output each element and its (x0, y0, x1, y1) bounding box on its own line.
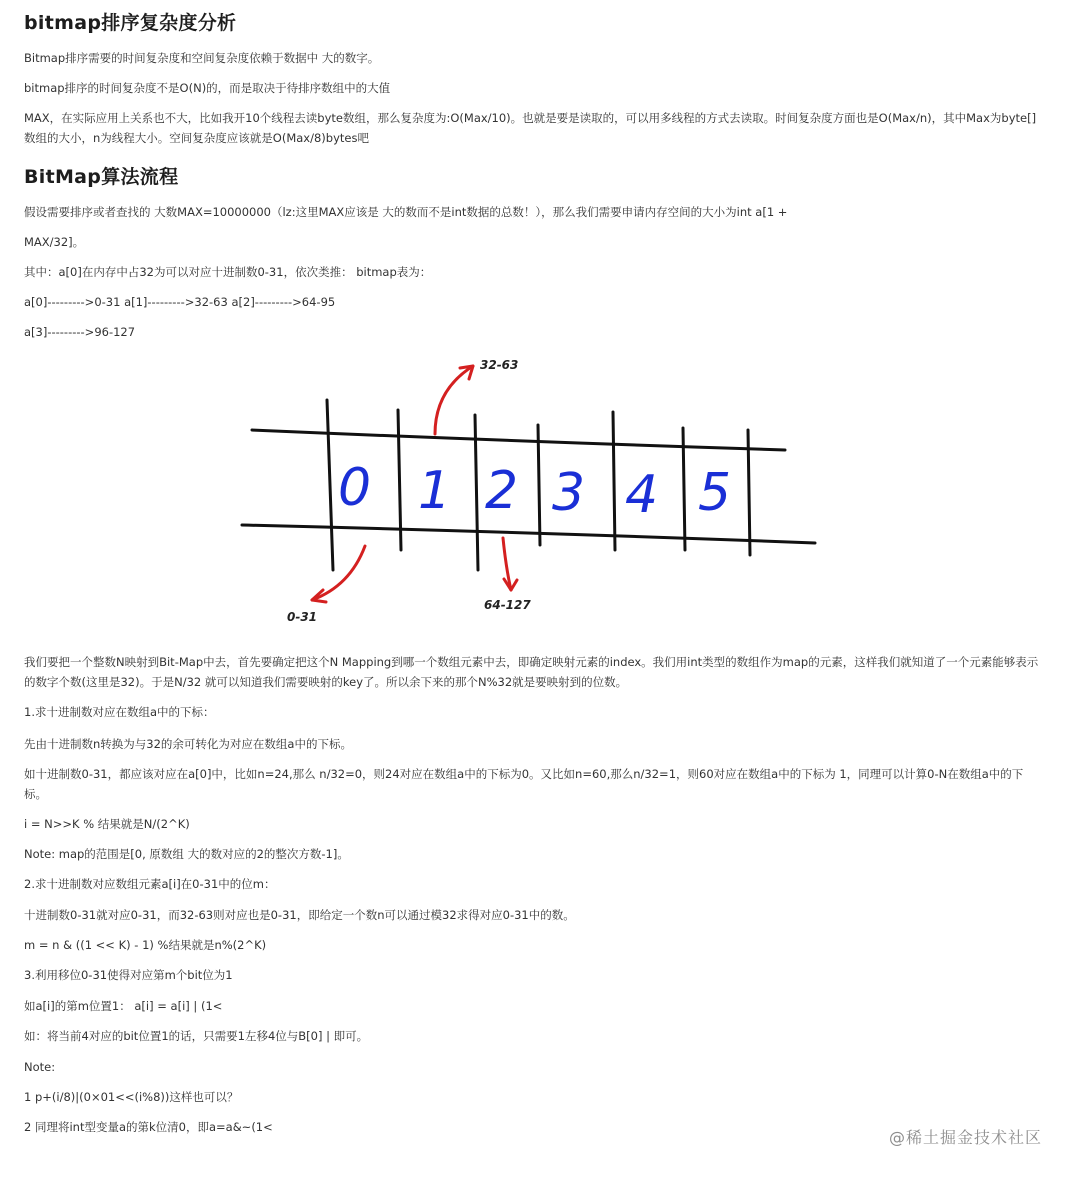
cell-digit-1: 1 (418, 461, 452, 521)
label-32-63: 32-63 (480, 358, 519, 372)
step-heading: 1.求十进制数对应在数组a中的下标： (24, 705, 215, 719)
paragraph: MAX，在实际应用上关系也不大，比如我开10个线程去读byte数组，那么复杂度为:O(Max/10)。也就是要是读取的，可以用多线程的方式去读取。时间复杂度方面也是O(Max/n)，其中Max为byte[]数组的大小，n为线程大小。空间复杂度应该就是O(Max/8)bytes吧 (24, 111, 1037, 145)
label-0-31: 0-31 (287, 610, 318, 624)
paragraph: 如十进制数0-31，都应该对应在a[0]中，比如n=24,那么 n/32=0，则24对应在数组a中的下标为0。又比如n=60,那么n/32=1，则60对应在数组a中的下标为 1，同理可以计算0-N在数组a中的下标。 (24, 767, 1024, 801)
paragraph: 2 同理将int型变量a的第k位清0，即a=a&~(1< (24, 1120, 273, 1134)
paragraph: 其中：a[0]在内存中占32为可以对应十进制数0-31，依次类推： bitmap表为： (24, 265, 432, 279)
paragraph: a[0]--------->0-31 a[1]--------->32-63 a[2]--------->64-95 (24, 295, 336, 309)
paragraph: Bitmap排序需要的时间复杂度和空间复杂度依赖于数据中 大的数字。 (24, 51, 380, 65)
bitmap-diagram (230, 350, 830, 630)
cell-digit-3: 3 (552, 463, 586, 523)
step-heading: 2.求十进制数对应数组元素a[i]在0-31中的位m： (24, 877, 276, 891)
section-title-complexity: bitmap排序复杂度分析 (24, 12, 237, 34)
cell-digit-0: 0 (338, 458, 372, 518)
step-heading: 3.利用移位0-31使得对应第m个bit位为1 (24, 968, 233, 982)
paragraph: a[3]--------->96-127 (24, 325, 136, 339)
watermark: @稀土掘金技术社区 (888, 1128, 1042, 1147)
paragraph: 我们要把一个整数N映射到Bit-Map中去，首先要确定把这个N Mapping到哪一个数组元素中去，即确定映射元素的index。我们用int类型的数组作为map的元素，这样我们就知道了一个元素能够表示的数字个数(这里是32)。于是N/32 就可以知道我们需要映射的key了。所以余下来的那个N%32就是要映射到的位数。 (24, 655, 1039, 689)
paragraph: m = n & ((1 << K) - 1) %结果就是n%(2^K) (24, 938, 267, 952)
paragraph: Note: map的范围是[0, 原数组 大的数对应的2的整次方数-1]。 (24, 847, 349, 861)
cell-digit-4: 4 (625, 465, 659, 525)
paragraph: 如a[i]的第m位置1： a[i] = a[i] | (1< (24, 999, 223, 1013)
paragraph: 十进制数0-31就对应0-31，而32-63则对应也是0-31，即给定一个数n可以通过模32求得对应0-31中的数。 (24, 908, 575, 922)
arrow-top (435, 366, 473, 434)
note-heading: Note: (24, 1060, 56, 1074)
label-64-127: 64-127 (484, 598, 531, 612)
paragraph: MAX/32]。 (24, 235, 85, 249)
paragraph: 如：将当前4对应的bit位置1的话，只需要1左移4位与B[0] | 即可。 (24, 1029, 369, 1043)
paragraph: 先由十进制数n转换为与32的余可转化为对应在数组a中的下标。 (24, 737, 352, 751)
cell-digit-5: 5 (698, 463, 732, 523)
paragraph: 假设需要排序或者查找的 大数MAX=10000000（lz:这里MAX应该是 大的数而不是int数据的总数！），那么我们需要申请内存空间的大小为int a[1 + (24, 205, 788, 219)
paragraph: bitmap排序的时间复杂度不是O(N)的，而是取决于待排序数组中的大值 (24, 81, 391, 95)
cell-digit-2: 2 (485, 461, 519, 521)
paragraph: 1 p+(i/8)|(0×01<<(i%8))这样也可以？ (24, 1090, 239, 1104)
paragraph: i = N>>K % 结果就是N/(2^K) (24, 817, 190, 831)
section-title-algorithm: BitMap算法流程 (24, 166, 179, 188)
